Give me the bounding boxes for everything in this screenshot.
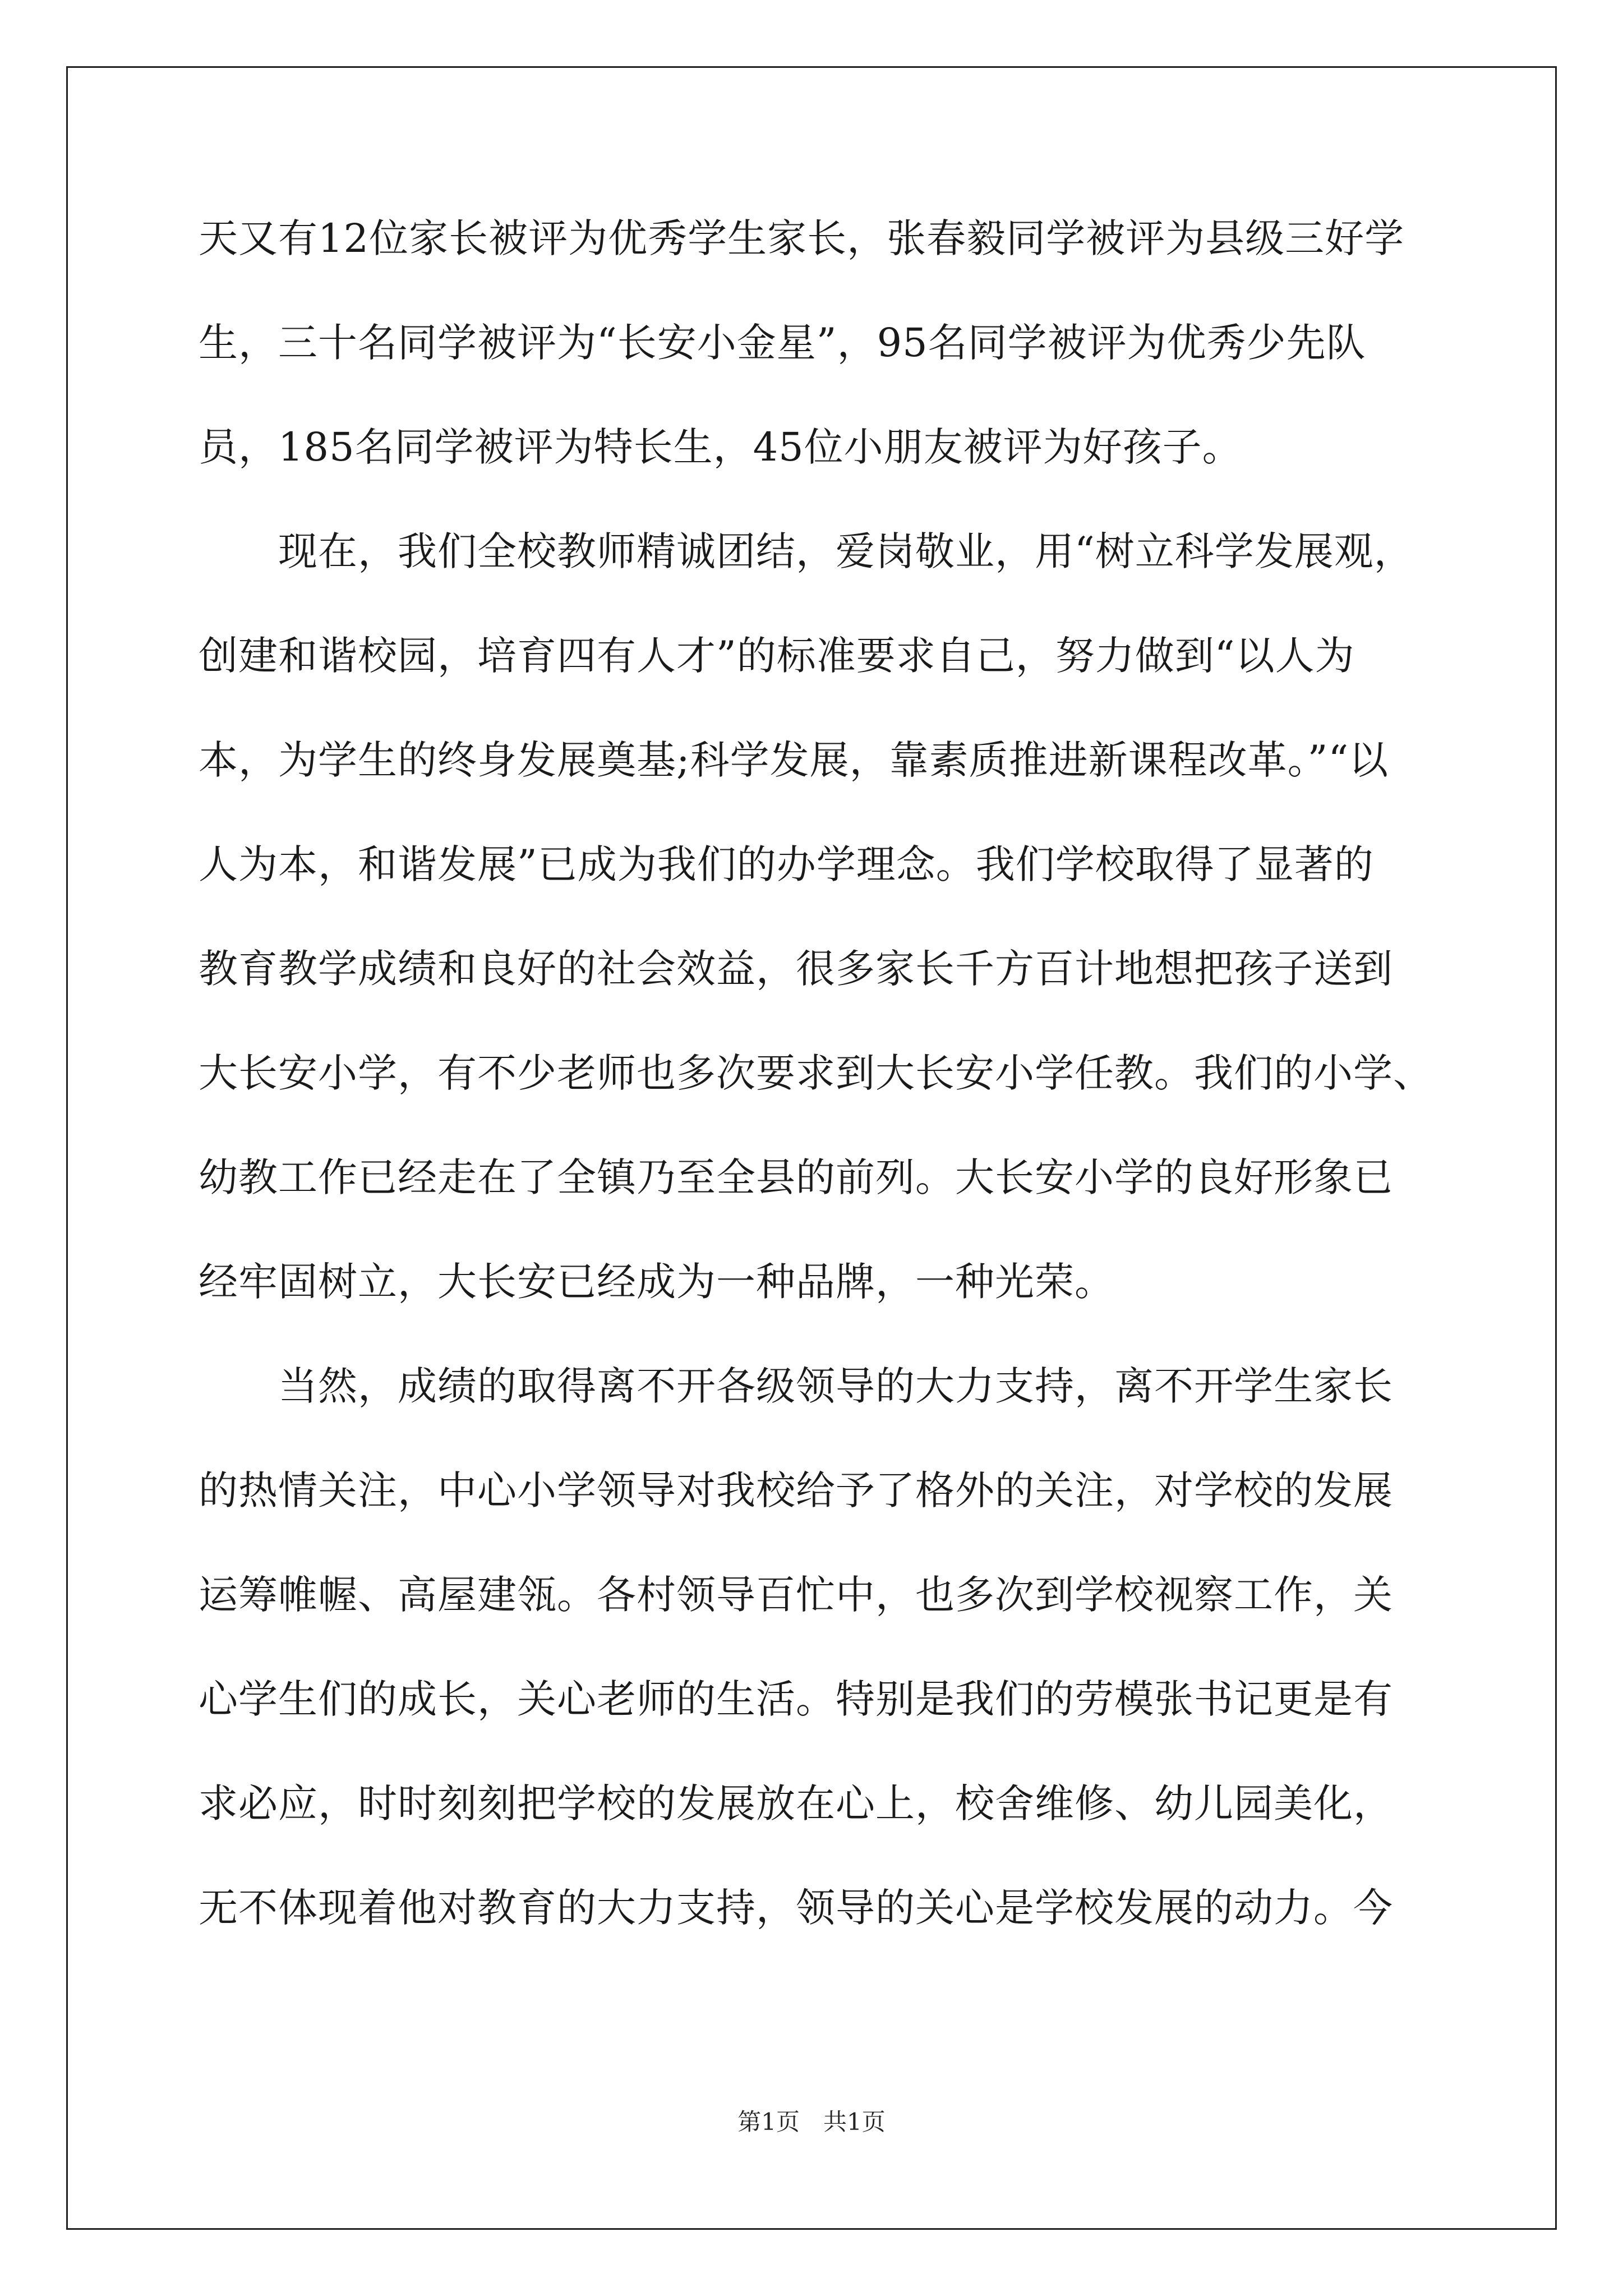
paragraph-start-line: 当然，成绩的取得离不开各级领导的大力支持，离不开学生家长 xyxy=(199,1363,1393,1409)
text-line: 心学生们的成长，关心老师的生活。特别是我们的劳模张书记更是有 xyxy=(199,1676,1393,1722)
text-line: 的热情关注，中心小学领导对我校给予了格外的关注，对学校的发展 xyxy=(199,1467,1393,1513)
text-line: 幼教工作已经走在了全镇乃至全县的前列。大长安小学的良好形象已 xyxy=(199,1154,1393,1200)
text-line: 本，为学生的终身发展奠基;科学发展，靠素质推进新课程改革。”“以 xyxy=(199,737,1389,783)
text-line: 生，三十名同学被评为“长安小金星”，95名同学被评为优秀少先队 xyxy=(199,320,1366,366)
text-line: 运筹帷幄、高屋建瓴。各村领导百忙中，也多次到学校视察工作，关 xyxy=(199,1572,1393,1618)
document-body xyxy=(199,208,1432,1981)
text-line: 员，185名同学被评为特长生，45位小朋友被评为好孩子。 xyxy=(199,424,1242,470)
text-line: 无不体现着他对教育的大力支持，领导的关心是学校发展的动力。今 xyxy=(199,1885,1393,1931)
text-line: 教育教学成绩和良好的社会效益，很多家长千方百计地想把孩子送到 xyxy=(199,946,1393,992)
text-line: 大长安小学，有不少老师也多次要求到大长安小学任教。我们的小学、 xyxy=(199,1050,1433,1096)
paragraph-start-line: 现在，我们全校教师精诚团结，爱岗敬业，用“树立科学发展观， xyxy=(199,528,1414,574)
text-line: 创建和谐校园，培育四有人才”的标准要求自己，努力做到“以人为 xyxy=(199,633,1355,679)
text-line: 求必应，时时刻刻把学校的发展放在心上，校舍维修、幼儿园美化， xyxy=(199,1780,1393,1826)
page-number-footer: 第1页 共1页 xyxy=(737,2108,886,2136)
text-line: 经牢固树立，大长安已经成为一种品牌，一种光荣。 xyxy=(199,1259,1114,1305)
text-line: 天又有12位家长被评为优秀学生家长，张春毅同学被评为县级三好学 xyxy=(199,215,1405,261)
text-line: 人为本，和谐发展”已成为我们的办学理念。我们学校取得了显著的 xyxy=(199,841,1374,887)
